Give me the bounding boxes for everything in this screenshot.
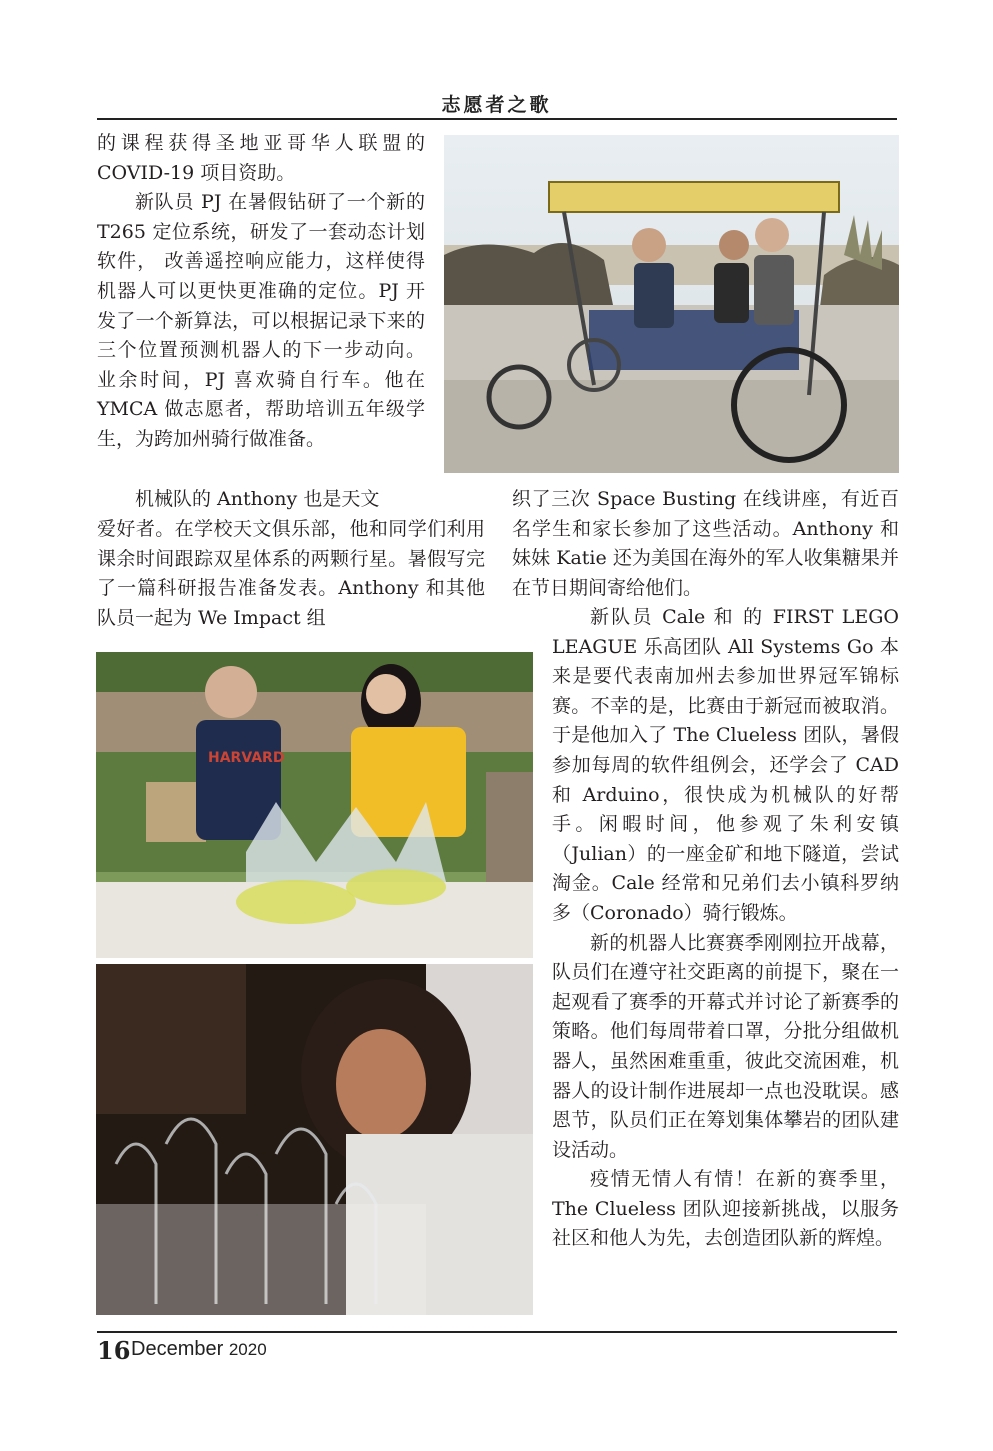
issue-date — [131, 1338, 267, 1361]
paragraph: 疫情无情人有情！在新的赛季里，The Clueless 团队迎接新挑战，以服务社区和他人为先，去创造团队新的辉煌。 — [552, 1168, 899, 1250]
photo-face-shield-assembly — [96, 652, 533, 958]
paragraph: 新队员 Cale 和 的 FIRST LEGO LEAGUE 乐高团队 All Systems Go 本来是要代表南加州去参加世界冠军锦标赛。不幸的是，比赛由于新冠而被取消。于是他加入了 The Clueless 团队，暑假参加每周的软件组例会，还学会了 CAD 和 Arduino，很快成为机械队的好帮手。闲暇时间，他参观了朱利安镇（Julian）的一座金矿和地下隧道，尝试淘金。Cale 经常和兄弟们去小镇科罗纳多（Coronado）骑行锻炼。 — [552, 606, 899, 924]
anthony-paragraph-rest: 爱好者。在学校天文俱乐部，他和同学们利用课余时间跟踪双星体系的两颗行星。暑假写完了一篇科研报告准备发表。Anthony 和其他队员一起为 We Impact 组 — [97, 518, 485, 629]
paragraph: 新的机器人比赛赛季刚刚拉开战幕，队员们在遵守社交距离的前提下，聚在一起观看了赛季的开幕式并讨论了新赛季的策略。他们每周带着口罩，分批分组做机器人，虽然困难重重，彼此交流困难，机器人的设计制作进展却一点也没耽误。感恩节，队员们正在筹划集体攀岩的团队建设活动。 — [552, 931, 899, 1161]
paragraph: 新队员 PJ 在暑假钻研了一个新的 T265 定位系统，研发了一套动态计划软件， 改善遥控响应能力，这样使得机器人可以更快更准确的定位。PJ 开发了一个新算法，可以根据记录下来的三个位置预测机器人的下一步动向。 业余时间，PJ 喜欢骑自行车。他在 YMCA 做志愿者，帮助培训五年级学生，为跨加州骑行做准备。 — [97, 191, 425, 450]
photo-girl-with-face-shields — [96, 964, 533, 1315]
paragraph: 的课程获得圣地亚哥华人联盟的COVID-19 项目资助。 — [97, 132, 425, 184]
right-column-continuation: 织了三次 Space Busting 在线讲座，有近百名学生和家长参加了这些活动。Anthony 和妹妹 Katie 还为美国在海外的军人收集糖果并在节日期间寄给他们。 — [512, 488, 899, 599]
footer-rule — [97, 1331, 897, 1333]
page-number: 16 — [97, 1336, 131, 1365]
left-column-text — [97, 129, 425, 455]
svg-text:HARVARD: HARVARD — [208, 750, 285, 766]
anthony-paragraph-first-line: 机械队的 Anthony 也是天文 — [135, 488, 380, 510]
right-column-text — [552, 603, 899, 1254]
photo-bike-riders — [444, 135, 899, 473]
issue-month: December — [131, 1338, 224, 1360]
issue-year: 2020 — [228, 1340, 267, 1359]
header-rule — [97, 118, 897, 120]
running-header: 志愿者之歌 — [441, 94, 552, 116]
